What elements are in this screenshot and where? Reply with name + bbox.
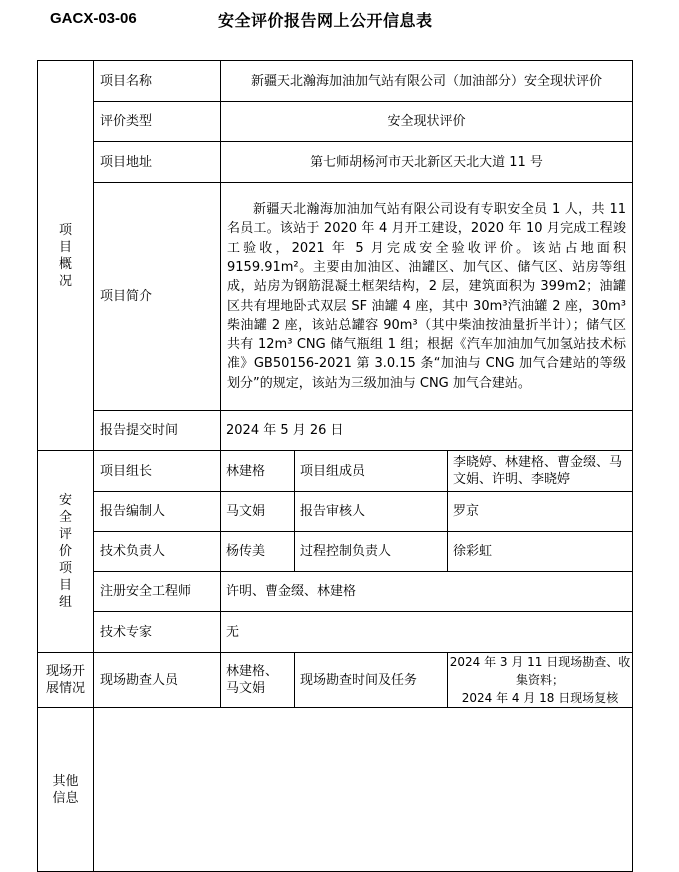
section-team-label: 安全评价项目组 <box>58 493 72 610</box>
project-address-label: 项目地址 <box>94 142 221 183</box>
section-overview-label: 项目概况 <box>58 222 72 289</box>
survey-time-label: 现场勘查时间及任务 <box>295 653 448 708</box>
leader-value: 林建格 <box>221 451 295 492</box>
other-info-value <box>94 708 633 872</box>
info-table <box>37 60 633 872</box>
tech-lead-label: 技术负责人 <box>94 532 221 572</box>
survey-time-line1: 2024 年 3 月 11 日现场勘查、收集资料； <box>449 655 631 687</box>
survey-time-line2: 2024 年 4 月 18 日现场复核 <box>461 691 619 705</box>
eval-type-label: 评价类型 <box>94 102 221 142</box>
document-code: GACX-03-06 <box>50 10 137 27</box>
project-name-value: 新疆天北瀚海加油加气站有限公司（加油部分）安全现状评价 <box>221 61 633 102</box>
surveyors-value: 林建格、马文娟 <box>221 653 295 708</box>
leader-label: 项目组长 <box>94 451 221 492</box>
eval-type-value: 安全现状评价 <box>221 102 633 142</box>
project-intro-value <box>221 183 633 411</box>
author-value: 马文娟 <box>221 492 295 532</box>
project-address-value: 第七师胡杨河市天北新区天北大道 11 号 <box>221 142 633 183</box>
section-team <box>38 451 94 653</box>
project-intro-text: 新疆天北瀚海加油加气站有限公司设有专职安全员 1 人，共 11 名员工。该站于 2020 年 4 月开工建设，2020 年 10 月完成工程竣工验收，2021 年 5 月完成安全验收评价。该站占地面积 9159.91m²。主要由加油区、油罐区、加气区、储气区、站房等组成，站房为钢筋混凝土框架结构，2 层，建筑面积为 399m2；油罐区共有埋地卧式双层 SF 油罐 4 座，其中 30m³汽油罐 2 座，30m³柴油罐 2 座，该站总罐容 90m³（其中柴油按油量折半计）；储气区共有 12m³ CNG 储气瓶组 1 组；根据《汽车加油加气加氢站技术标准》GB50156-2021 第 3.0.15 条“加油与 CNG 加气合建站的等级划分”的规定，该站为三级加油与 CNG 加气合建站。 <box>227 202 626 391</box>
section-other: 其他信息 <box>38 708 94 872</box>
tech-lead-value: 杨传美 <box>221 532 295 572</box>
section-field: 现场开展情况 <box>38 653 94 708</box>
section-overview <box>38 61 94 451</box>
project-intro-label: 项目简介 <box>94 183 221 411</box>
submit-time-label: 报告提交时间 <box>94 411 221 451</box>
expert-value: 无 <box>221 612 633 653</box>
document-title: 安全评价报告网上公开信息表 <box>218 11 433 30</box>
expert-label: 技术专家 <box>94 612 221 653</box>
members-value: 李晓婷、林建格、曹金缀、马文娟、许明、李晓婷 <box>448 451 633 492</box>
reviewer-value: 罗京 <box>448 492 633 532</box>
reviewer-label: 报告审核人 <box>295 492 448 532</box>
engineers-label: 注册安全工程师 <box>94 572 221 612</box>
project-name-label: 项目名称 <box>94 61 221 102</box>
submit-time-value: 2024 年 5 月 26 日 <box>221 411 633 451</box>
survey-time-value <box>448 653 633 708</box>
process-lead-value: 徐彩虹 <box>448 532 633 572</box>
surveyors-label: 现场勘查人员 <box>94 653 221 708</box>
engineers-value: 许明、曹金缀、林建格 <box>221 572 633 612</box>
author-label: 报告编制人 <box>94 492 221 532</box>
process-lead-label: 过程控制负责人 <box>295 532 448 572</box>
members-label: 项目组成员 <box>295 451 448 492</box>
